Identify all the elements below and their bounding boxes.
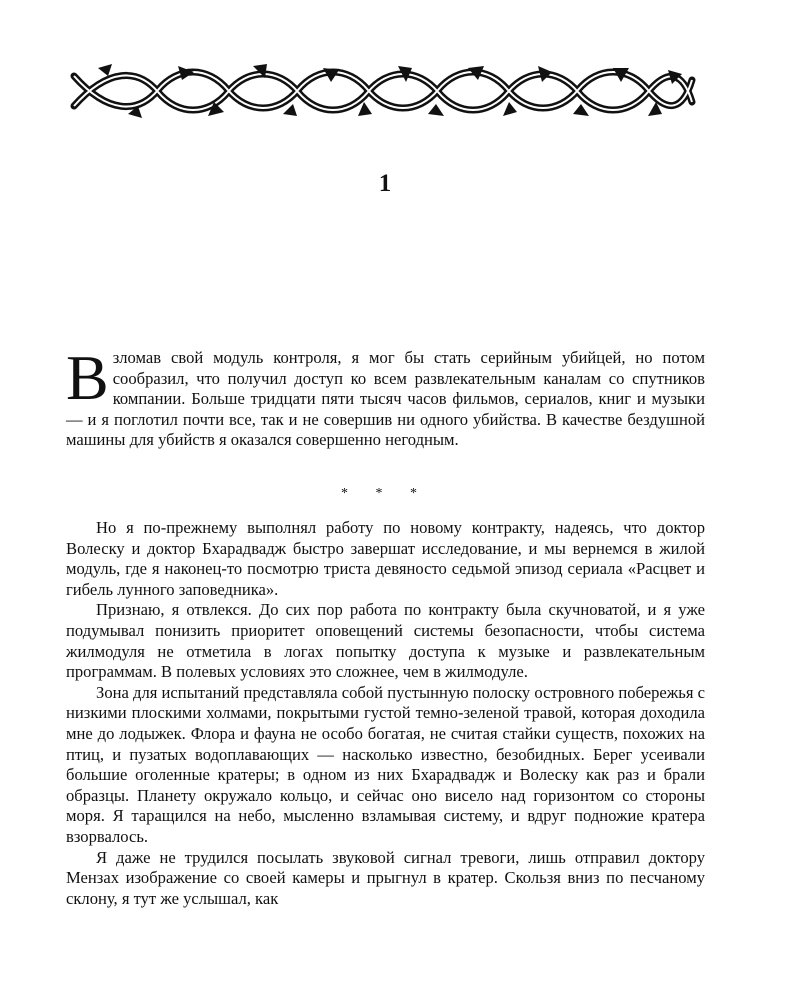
paragraph: Я даже не трудился посылать звуковой сигнал тревоги, лишь отправил доктору Мензах изображение со своей камеры и прыгнул в кратер. Скользя вниз по песчаному склону, я тут же услышал, как bbox=[66, 847, 705, 908]
drop-cap: В bbox=[66, 342, 109, 413]
paragraph: Признаю, я отвлекся. До сих пор работа по контракту была скучноватой, и я уже подумывал понизить приоритет оповещений системы безопасности, чтобы система жилмодуля не отметила в логах попытку доступа к музыке и развлекательным программам. В полевых условиях это сложнее, чем в жилмодуле. bbox=[66, 600, 705, 682]
paragraph: Но я по-прежнему выполнял работу по новому контракту, надеясь, что доктор Волеску и доктор Бхарадвадж быстро завершат исследование, и мы вернемся в жилой модуль, где я наконец-то посмотрю триста девяносто седьмой эпизод сериала «Расцвет и гибель лунного заповедника». bbox=[66, 518, 705, 599]
scene-break: * * * bbox=[341, 486, 429, 501]
celtic-knot-border-icon bbox=[68, 62, 698, 120]
body-text bbox=[66, 518, 705, 909]
paragraph: Зона для испытаний представляла собой пустынную полоску островного побережья с низкими плоскими холмами, покрытыми густой темно-зеленой травой, которая доходила мне до лодыжек. Флора и фауна не особо богатая, не считая стайки существ, похожих на птиц, и пузатых водоплавающих — насколько известно, безобидных. Берег усеивали большие оголенные кратеры; в одном из них Бхарадвадж и Волеску как раз и брали образцы. Планету окружало кольцо, и сейчас оно висело над горизонтом со стороны моря. Я таращился на небо, мысленно взламывая систему, и вдруг подножие кратера взорвалось. bbox=[66, 682, 705, 846]
chapter-number: 1 bbox=[378, 170, 392, 197]
opening-paragraph bbox=[66, 342, 705, 451]
opening-text: зломав свой модуль контроля, я мог бы стать серийным убийцей, но потом сообразил, что получил доступ ко всем развлекательным каналам со спутников компании. Больше тридцати пяти тысяч часов фильмов, сериалов, книг и музыки — и я поглотил почти все, так и не совершив ни одного убийства. В качестве бездушной машины для убийств я оказался совершенно негодным. bbox=[66, 348, 705, 450]
